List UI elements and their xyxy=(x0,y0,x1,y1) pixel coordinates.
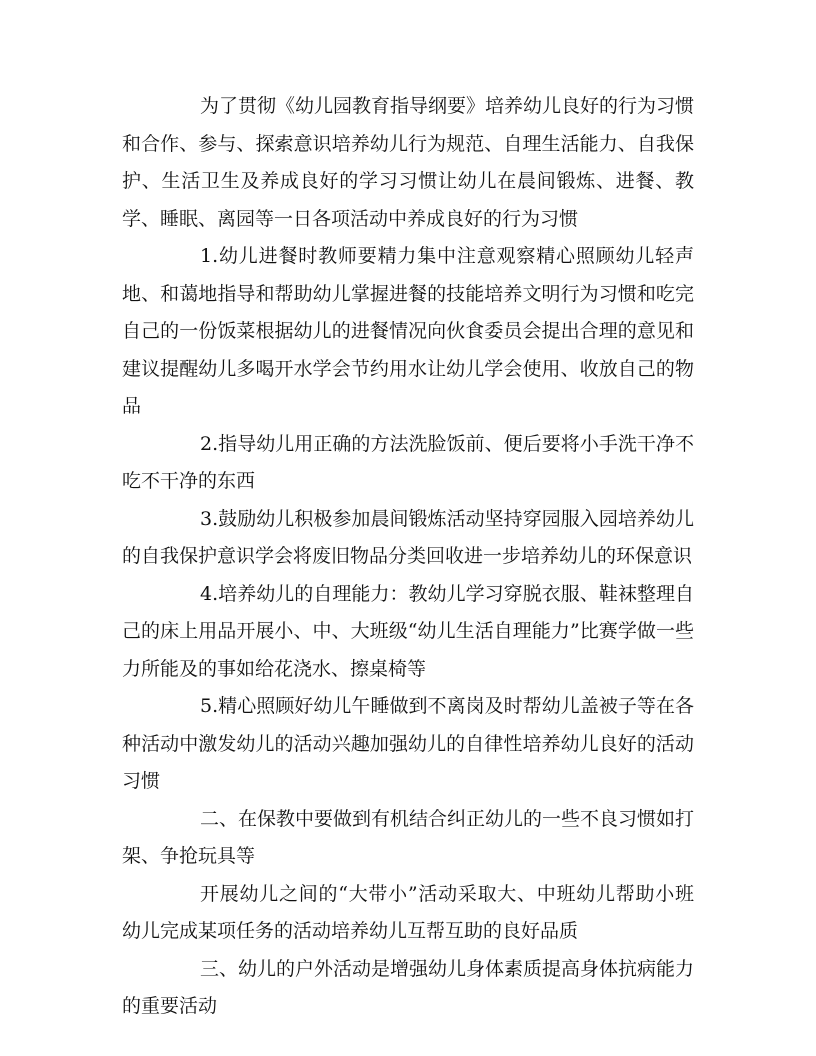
paragraph-item-5: 5.精心照顾好幼儿午睡做到不离岗及时帮幼儿盖被子等在各种活动中激发幼儿的活动兴趣加强幼儿的自律性培养幼儿良好的活动习惯 xyxy=(122,695,694,792)
paragraph-item-2: 2.指导幼儿用正确的方法洗脸饭前、便后要将小手洗干净不吃不干净的东西 xyxy=(122,432,694,492)
paragraph-intro: 为了贯彻《幼儿园教育指导纲要》培养幼儿良好的行为习惯和合作、参与、探索意识培养幼儿行为规范、自理生活能力、自我保护、生活卫生及养成良好的学习习惯让幼儿在晨间锻炼、进餐、教学、睡眠、离园等一日各项活动中养成良好的行为习惯 xyxy=(122,95,695,230)
paragraph-big-help-small: 开展幼儿之间的“大带小”活动采取大、中班幼儿帮助小班幼儿完成某项任务的活动培养幼儿互帮互助的良好品质 xyxy=(122,882,694,942)
document-body xyxy=(122,88,694,1026)
paragraph-section-3: 三、幼儿的户外活动是增强幼儿身体素质提高身体抗病能力的重要活动 xyxy=(122,957,695,1017)
paragraph-item-4: 4.培养幼儿的自理能力：教幼儿学习穿脱衣服、鞋袜整理自己的床上用品开展小、中、大班级“幼儿生活自理能力”比赛学做一些力所能及的事如给花浇水、擦桌椅等 xyxy=(122,582,694,680)
paragraph-item-1: 1.幼儿进餐时教师要精力集中注意观察精心照顾幼儿轻声地、和蔼地指导和帮助幼儿掌握进餐的技能培养文明行为习惯和吃完自己的一份饭菜根据幼儿的进餐情况向伙食委员会提出合理的意见和建议提醒幼儿多喝开水学会节约用水让幼儿学会使用、收放自己的物品 xyxy=(122,245,694,417)
paragraph-item-3: 3.鼓励幼儿积极参加晨间锻炼活动坚持穿园服入园培养幼儿的自我保护意识学会将废旧物品分类回收进一步培养幼儿的环保意识 xyxy=(122,507,694,567)
paragraph-section-2: 二、在保教中要做到有机结合纠正幼儿的一些不良习惯如打架、争抢玩具等 xyxy=(122,807,695,867)
